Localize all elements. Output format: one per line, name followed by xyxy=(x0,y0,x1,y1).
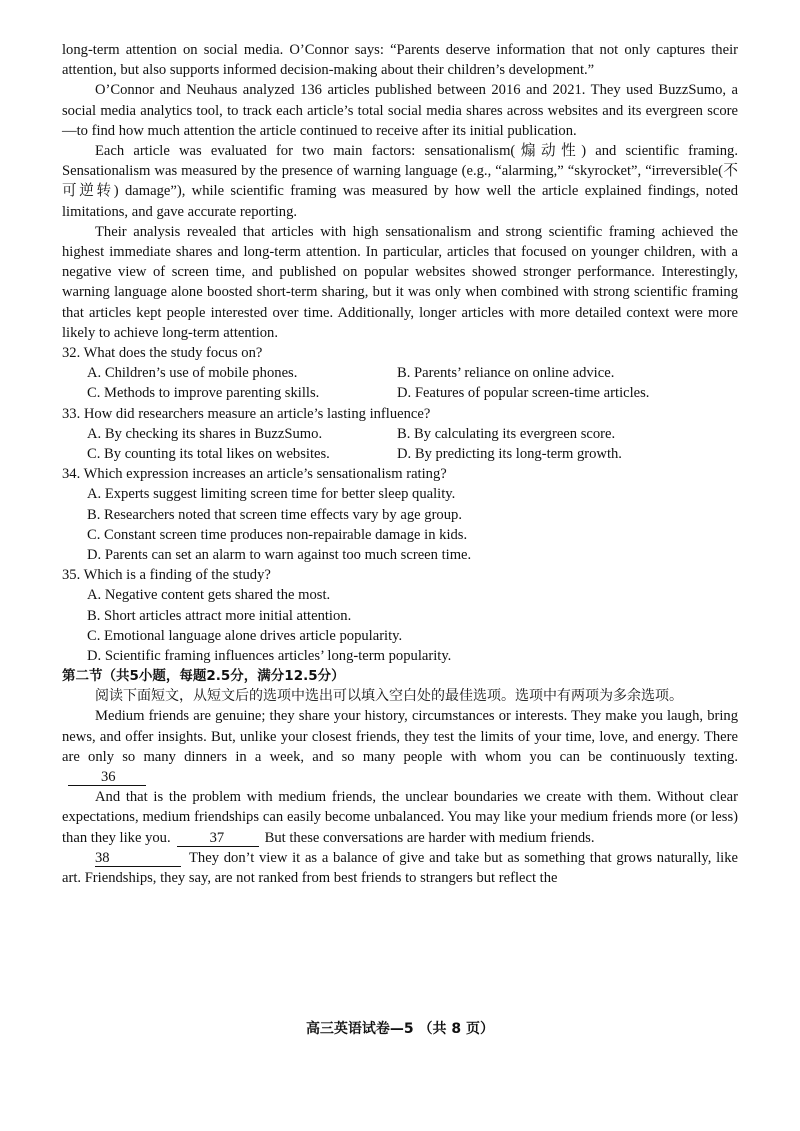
option-c: C. Emotional language alone drives article popularity. xyxy=(87,627,403,644)
option-a: A. Negative content gets shared the most. xyxy=(87,587,331,604)
cloze-text: Medium friends are genuine; they share your history, circumstances or interests. They make you laugh, bring news, and offer insights. But, unlike your closest friends, they test the limits of your time, love, and energy. There are only so many dinners in a week, and so many people with whom you can be continuously texting. xyxy=(62,708,738,765)
option-a: A. Children’s use of mobile phones. xyxy=(87,365,298,382)
option-c: C. Constant screen time produces non-repairable damage in kids. xyxy=(87,526,468,543)
question-34 xyxy=(62,464,738,565)
passage-paragraph: Their analysis revealed that articles with high sensationalism and strong scientific framing achieved the highest immediate shares and long-term attention. In particular, articles that focused on younger children, with a negative view of screen time, and published on popular websites showed stronger performance. Interestingly, warning language alone boosted short-term sharing, but it was only when combined with strong scientific framing that articles kept people interested over time. Additionally, longer articles with more detailed context were more likely to achieve long-term attention. xyxy=(62,223,738,341)
options-row xyxy=(62,363,738,383)
options-row xyxy=(62,444,738,464)
page-footer: 高三英语试卷—5 （共 8 页） xyxy=(305,1021,495,1037)
question-stem: 35. Which is a finding of the study? xyxy=(62,567,271,584)
option-d: D. Parents can set an alarm to warn against too much screen time. xyxy=(87,547,472,564)
section-instructions: 阅读下面短文，从短文后的选项中选出可以填入空白处的最佳选项。选项中有两项为多余选项。 xyxy=(95,688,683,705)
cloze-paragraph xyxy=(62,787,738,848)
option-b: B. Parents’ reliance on online advice. xyxy=(397,365,615,382)
option-b: B. Short articles attract more initial attention. xyxy=(87,607,352,624)
cloze-paragraph xyxy=(62,706,738,787)
passage-paragraph: O’Connor and Neuhaus analyzed 136 articles published between 2016 and 2021. They used BuzzSumo, a social media analytics tool, to track each article’s total social media shares across websites and its evergreen score—to find how much attention the article continued to receive after its initial publication. xyxy=(62,82,738,139)
option-c: C. By counting its total likes on websites. xyxy=(87,446,330,463)
cloze-text: And that is the problem with medium friends, the unclear boundaries we create with them. Without clear expectations, medium friendships can easily become unbalanced. You may like your medium friends more (or less) than they like you. xyxy=(62,789,738,846)
option-b: B. By calculating its evergreen score. xyxy=(397,425,616,442)
question-35 xyxy=(62,565,738,666)
blank-36: 36 xyxy=(68,769,146,786)
option-b: B. Researchers noted that screen time effects vary by age group. xyxy=(87,506,462,523)
option-c: C. Methods to improve parenting skills. xyxy=(87,385,320,402)
cloze-paragraph xyxy=(62,848,738,888)
section-heading: 第二节（共5小题，每题2.5分，满分12.5分） xyxy=(62,668,345,685)
options-row xyxy=(62,383,738,403)
option-a: A. Experts suggest limiting screen time for better sleep quality. xyxy=(87,486,456,503)
passage-paragraph: Each article was evaluated for two main factors: sensationalism(煽动性) and scientific framing. Sensationalism was measured by the presence of warning language (e.g., “alarming,” “skyrocket”, “irreversible(不可逆转) damage”), while scientific framing was measured by how well the article explained findings, noted limitations, and gave accurate reporting. xyxy=(62,143,738,220)
question-stem: 32. What does the study focus on? xyxy=(62,345,263,362)
options-row xyxy=(62,424,738,444)
blank-38: 38 xyxy=(95,850,181,867)
option-d: D. Features of popular screen-time articles. xyxy=(397,385,650,402)
question-stem: 34. Which expression increases an article’s sensationalism rating? xyxy=(62,466,447,483)
exam-page xyxy=(62,40,738,888)
option-d: D. By predicting its long-term growth. xyxy=(397,446,622,463)
blank-37: 37 xyxy=(177,830,259,847)
passage-paragraph: long-term attention on social media. O’Connor says: “Parents deserve information that not only captures their attention, but also supports informed decision-making about their children’s development.” xyxy=(62,42,738,79)
question-stem: 33. How did researchers measure an article’s lasting influence? xyxy=(62,405,431,422)
question-32 xyxy=(62,343,738,404)
cloze-text: They don’t view it as a balance of give and take but as something that grows naturally, like art. Friendships, they say, are not ranked from best friends to strangers but reflect the xyxy=(62,849,738,886)
option-a: A. By checking its shares in BuzzSumo. xyxy=(87,425,323,442)
option-d: D. Scientific framing influences articles’ long-term popularity. xyxy=(87,648,452,665)
question-33 xyxy=(62,404,738,465)
cloze-text: But these conversations are harder with medium friends. xyxy=(264,829,595,846)
